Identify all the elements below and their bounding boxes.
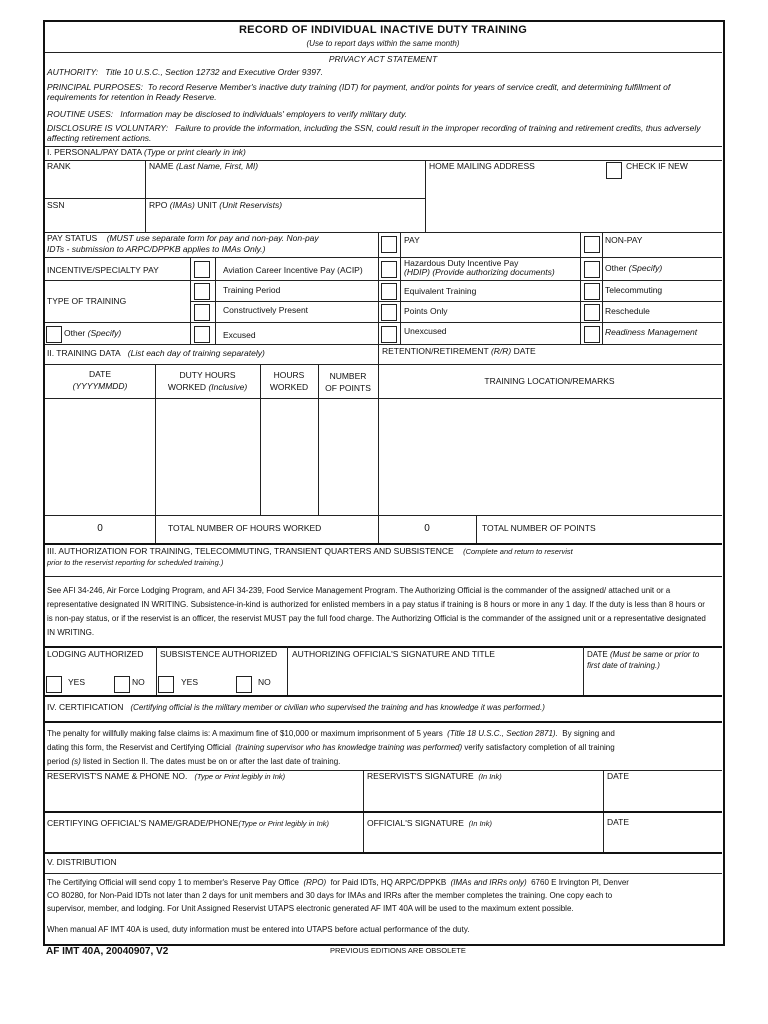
- col-hours-worked: WORKED: [269, 382, 309, 392]
- routine-text: Information may be disclosed to individuals' employers to verify military duty.: [120, 109, 408, 119]
- section3-note: (Complete and return to reservist: [463, 547, 573, 556]
- penalty-s: (s): [71, 757, 81, 766]
- date-entries[interactable]: [45, 399, 155, 514]
- divider: [400, 232, 401, 344]
- purposes-label: PRINCIPAL PURPOSES:: [47, 82, 144, 92]
- distribution-text-3: supervisor, member, and lodging. For Unit Assigned Reservist UTAPS electronic generated AF IMT 40A will be used to the maximum extent possible.: [47, 904, 574, 913]
- points-only-checkbox[interactable]: [381, 304, 397, 321]
- divider: [45, 852, 722, 854]
- pay-status-label: PAY STATUS: [47, 233, 98, 243]
- retention-date-field[interactable]: [380, 356, 720, 364]
- auth-date-note: (Must be same or prior to: [609, 650, 700, 659]
- col-date-format: (YYYYMMDD): [72, 381, 128, 391]
- unexcused-label: Unexcused: [404, 326, 447, 336]
- divider: [45, 515, 722, 516]
- form-id: AF IMT 40A, 20040907, V2: [46, 946, 169, 957]
- name-label: NAME: [149, 161, 174, 171]
- col-hours: HOURS: [273, 370, 305, 380]
- official-signature-field[interactable]: [365, 830, 601, 851]
- obsolete-notice: PREVIOUS EDITIONS ARE OBSOLETE: [330, 946, 466, 955]
- form-title: RECORD OF INDIVIDUAL INACTIVE DUTY TRAINING: [238, 24, 528, 36]
- auth-date-label: DATE: [587, 650, 608, 659]
- pay-status-note-2: IDTs - submission to ARPC/DPPKB applies to IMAs Only.): [47, 244, 266, 254]
- section5-heading: V. DISTRIBUTION: [47, 857, 117, 867]
- certifying-name-field[interactable]: [45, 830, 361, 851]
- authorizing-signature-field[interactable]: [289, 662, 581, 694]
- penalty-cite: (Title 18 U.S.C., Section 2871).: [447, 729, 558, 738]
- divider: [45, 160, 722, 161]
- ssn-label: SSN: [47, 200, 65, 210]
- excused-checkbox[interactable]: [194, 326, 210, 343]
- unit-label: UNIT: [197, 200, 217, 210]
- section3-heading: III. AUTHORIZATION FOR TRAINING, TELECOMMUTING, TRANSIENT QUARTERS AND SUBSISTENCE: [47, 546, 454, 556]
- section1-heading: I. PERSONAL/PAY DATA: [47, 147, 142, 157]
- col-location: TRAINING LOCATION/REMARKS: [484, 376, 615, 386]
- subsistence-yes-label: YES: [181, 677, 199, 687]
- certifying-name-note: (Type or Print legibly in Ink): [238, 819, 330, 828]
- divider: [45, 52, 722, 53]
- home-address-label: HOME MAILING ADDRESS: [429, 161, 535, 171]
- reservist-date-label: DATE: [607, 771, 630, 781]
- section2-note: (List each day of training separately): [127, 348, 265, 358]
- distribution-rpo: (RPO): [303, 878, 327, 887]
- authority-text: Title 10 U.S.C., Section 12732 and Executive Order 9397.: [105, 67, 324, 77]
- specify-note: (Specify): [87, 328, 122, 338]
- location-entries[interactable]: [379, 399, 721, 514]
- constructively-present-checkbox[interactable]: [194, 304, 210, 321]
- equivalent-training-label: Equivalent Training: [404, 286, 477, 296]
- reschedule-checkbox[interactable]: [584, 304, 600, 321]
- section3-note-2: prior to the reservist reporting for scheduled training.): [47, 558, 224, 567]
- constructively-present-label: Constructively Present: [223, 305, 309, 315]
- col-duty-hours: DUTY HOURS: [179, 370, 236, 380]
- distribution-text-1a: The Certifying Official will send copy 1 to member's Reserve Pay Office: [47, 878, 299, 887]
- hdip-note: (HDIP) (Provide authorizing documents): [404, 267, 555, 277]
- name-field[interactable]: [147, 172, 423, 197]
- divider: [45, 695, 722, 697]
- type-of-training-label: TYPE OF TRAINING: [47, 296, 127, 306]
- disclosure-text: Failure to provide the information, including the SSN, could result in the improper recording of training and retirement credits, thus adversely affecting retirement actions.: [47, 123, 701, 143]
- equivalent-training-checkbox[interactable]: [381, 283, 397, 300]
- reschedule-label: Reschedule: [605, 306, 650, 316]
- subsistence-label: SUBSISTENCE AUTHORIZED: [160, 649, 278, 659]
- ssn-field[interactable]: [45, 211, 143, 231]
- lodging-no-checkbox[interactable]: [114, 676, 130, 693]
- divider: [45, 576, 722, 577]
- reservist-date-field[interactable]: [605, 783, 720, 811]
- reservist-name-note: (Type or Print legibly in Ink): [194, 772, 286, 781]
- distribution-text-1b: for Paid IDTs, HQ ARPC/DPPKB: [330, 878, 447, 887]
- telecommuting-checkbox[interactable]: [584, 283, 600, 300]
- subsistence-no-label: NO: [258, 677, 271, 687]
- divider: [45, 198, 425, 199]
- divider: [156, 646, 157, 695]
- in-ink-note: (In Ink): [468, 819, 492, 828]
- hdip-label: Hazardous Duty Incentive Pay: [404, 258, 519, 268]
- check-if-new-label: CHECK IF NEW: [626, 161, 688, 171]
- lodging-yes-label: YES: [68, 677, 86, 687]
- total-points-label: TOTAL NUMBER OF POINTS: [482, 523, 596, 533]
- official-signature-label: OFFICIAL'S SIGNATURE: [367, 818, 464, 828]
- certifying-name-label: CERTIFYING OFFICIAL'S NAME/GRADE/PHONE: [47, 818, 239, 828]
- distribution-imas: (IMAs and IRRs only): [450, 878, 527, 887]
- points-entries[interactable]: [319, 399, 378, 514]
- official-date-label: DATE: [607, 817, 630, 827]
- routine-label: ROUTINE USES:: [47, 109, 114, 119]
- points-only-label: Points Only: [404, 306, 448, 316]
- reservist-name-field[interactable]: [45, 783, 361, 811]
- reservist-name-label: RESERVIST'S NAME & PHONE NO.: [47, 771, 188, 781]
- section1-note: (Type or print clearly in ink): [144, 147, 246, 157]
- distribution-text-2: CO 80280, for Non-Paid IDTs not later than 2 days for unit members and 30 days for IMAs and IRRs after the member completes the training. One copy each to: [47, 891, 613, 900]
- incentive-other-label: Other: [605, 263, 627, 273]
- acip-label: Aviation Career Incentive Pay (ACIP): [223, 265, 363, 275]
- section4-note: (Certifying official is the military member or civilian who supervised the training and has knowledge it was performed.): [130, 703, 545, 712]
- penalty-text-3: dating this form, the Reservist and Certifying Official: [47, 743, 231, 752]
- penalty-text-4: verify satisfactory completion of all training: [464, 743, 615, 752]
- training-other-checkbox[interactable]: [46, 326, 62, 343]
- penalty-note: (training supervisor who has knowledge training was performed): [235, 743, 463, 752]
- check-if-new-checkbox[interactable]: [606, 162, 622, 179]
- retention-label: RETENTION/RETIREMENT: [382, 346, 489, 356]
- excused-label: Excused: [223, 330, 256, 340]
- unit-note: (Unit Reservists): [219, 200, 283, 210]
- divider: [45, 543, 722, 545]
- readiness-management-checkbox[interactable]: [584, 326, 600, 343]
- divider: [378, 232, 379, 344]
- lodging-label: LODGING AUTHORIZED: [47, 649, 144, 659]
- training-period-checkbox[interactable]: [194, 283, 210, 300]
- penalty-text-1: The penalty for willfully making false claims is: A maximum fine of $10,000 or maximum imprisonment of 5 years: [47, 729, 443, 738]
- divider: [45, 257, 722, 258]
- duty-hours-entries[interactable]: [156, 399, 260, 514]
- total-hours-value: 0: [97, 523, 103, 534]
- telecommuting-label: Telecommuting: [605, 285, 663, 295]
- non-pay-label: NON-PAY: [605, 235, 643, 245]
- incentive-other-checkbox[interactable]: [584, 261, 600, 278]
- form-subtitle: (Use to report days within the same month): [306, 39, 460, 48]
- divider: [476, 515, 477, 544]
- lodging-yes-checkbox[interactable]: [46, 676, 62, 693]
- divider: [45, 280, 722, 281]
- lodging-no-label: NO: [132, 677, 145, 687]
- training-period-label: Training Period: [223, 285, 281, 295]
- in-ink-note: (In Ink): [478, 772, 502, 781]
- divider: [45, 322, 722, 323]
- rpo-unit-field[interactable]: [147, 211, 423, 231]
- penalty-text-6: listed in Section II. The dates must be on or after the last date of training.: [83, 757, 341, 766]
- col-date: DATE: [88, 369, 112, 379]
- total-hours-label: TOTAL NUMBER OF HOURS WORKED: [168, 523, 322, 533]
- col-points: NUMBER: [329, 371, 367, 381]
- pay-status-note: (MUST use separate form for pay and non-pay. Non-pay: [106, 233, 319, 243]
- hours-worked-entries[interactable]: [261, 399, 318, 514]
- hdip-checkbox[interactable]: [381, 261, 397, 278]
- acip-checkbox[interactable]: [194, 261, 210, 278]
- official-date-field[interactable]: [605, 830, 720, 851]
- divider: [45, 811, 722, 813]
- divider: [425, 160, 426, 232]
- retention-note: (R/R): [490, 346, 512, 356]
- divider: [45, 646, 722, 648]
- divider: [602, 232, 603, 344]
- col-duty-note: (Inclusive): [208, 382, 248, 392]
- divider: [287, 646, 288, 695]
- authority-label: AUTHORITY:: [47, 67, 99, 77]
- non-pay-checkbox[interactable]: [584, 236, 600, 253]
- home-address-field[interactable]: [427, 178, 719, 230]
- training-other-label: Other: [64, 328, 86, 338]
- subsistence-no-checkbox[interactable]: [236, 676, 252, 693]
- name-note: (Last Name, First, MI): [175, 161, 259, 171]
- specify-note: (Specify): [628, 263, 663, 273]
- distribution-text-1c: 6760 E Irvington Pl, Denver: [531, 878, 629, 887]
- section3-paragraph: See AFI 34-246, Air Force Lodging Program, and AFI 34-239, Food Service Management Program. The Authorizing Official is the commander of the assigned/ attached unit or a representative designated IN WRITING. Subsistence-in-kind is authorized for enlisted members in a pay status if training is 8 hours or more in any 1 day. If the duty is less than 8 hours or is non-pay status, or if the reservist is an officer, the reservist MUST pay the full food charge. The Authorizing Official is the commander of the assigned unit or a representative designated IN WRITING.: [47, 586, 706, 637]
- col-points-2: OF POINTS: [325, 383, 371, 393]
- readiness-management-label: Readiness Management: [605, 327, 698, 337]
- divider: [45, 344, 722, 345]
- divider: [45, 873, 722, 874]
- divider: [190, 301, 722, 302]
- rpo-note: (IMAs): [169, 200, 195, 210]
- divider: [583, 646, 584, 695]
- auth-date-field[interactable]: [585, 672, 720, 694]
- authorizing-signature-label: AUTHORIZING OFFICIAL'S SIGNATURE AND TITLE: [292, 649, 495, 659]
- pay-label: PAY: [404, 235, 420, 245]
- distribution-text-4: When manual AF IMT 40A is used, duty information must be entered into UTAPS before actual performance of the duty.: [47, 925, 470, 934]
- col-duty-worked: WORKED: [167, 382, 207, 392]
- incentive-label: INCENTIVE/SPECIALTY PAY: [47, 265, 159, 275]
- rank-label: RANK: [47, 161, 71, 171]
- penalty-text-2: By signing and: [562, 729, 615, 738]
- pay-checkbox[interactable]: [381, 236, 397, 253]
- penalty-text-5: period: [47, 757, 70, 766]
- unexcused-checkbox[interactable]: [381, 326, 397, 343]
- retention-date-label: DATE: [513, 346, 536, 356]
- auth-date-note-2: first date of training.): [587, 661, 660, 670]
- divider: [145, 160, 146, 232]
- rank-field[interactable]: [45, 172, 143, 197]
- section2-heading: II. TRAINING DATA: [47, 348, 121, 358]
- reservist-signature-label: RESERVIST'S SIGNATURE: [367, 771, 474, 781]
- divider: [45, 721, 722, 723]
- section4-heading: IV. CERTIFICATION: [47, 702, 124, 712]
- subsistence-yes-checkbox[interactable]: [158, 676, 174, 693]
- divider: [45, 364, 722, 365]
- divider: [580, 232, 581, 344]
- total-points-value: 0: [424, 523, 430, 534]
- reservist-signature-field[interactable]: [365, 783, 601, 811]
- purposes-text: To record Reserve Member's inactive duty training (IDT) for payment, and/or points for years of service credit, and determining fulfillment of requirements for retention in Ready Reserve.: [47, 82, 671, 102]
- disclosure-label: DISCLOSURE IS VOLUNTARY:: [47, 123, 169, 133]
- privacy-heading: PRIVACY ACT STATEMENT: [328, 54, 438, 64]
- rpo-label: RPO: [149, 200, 168, 210]
